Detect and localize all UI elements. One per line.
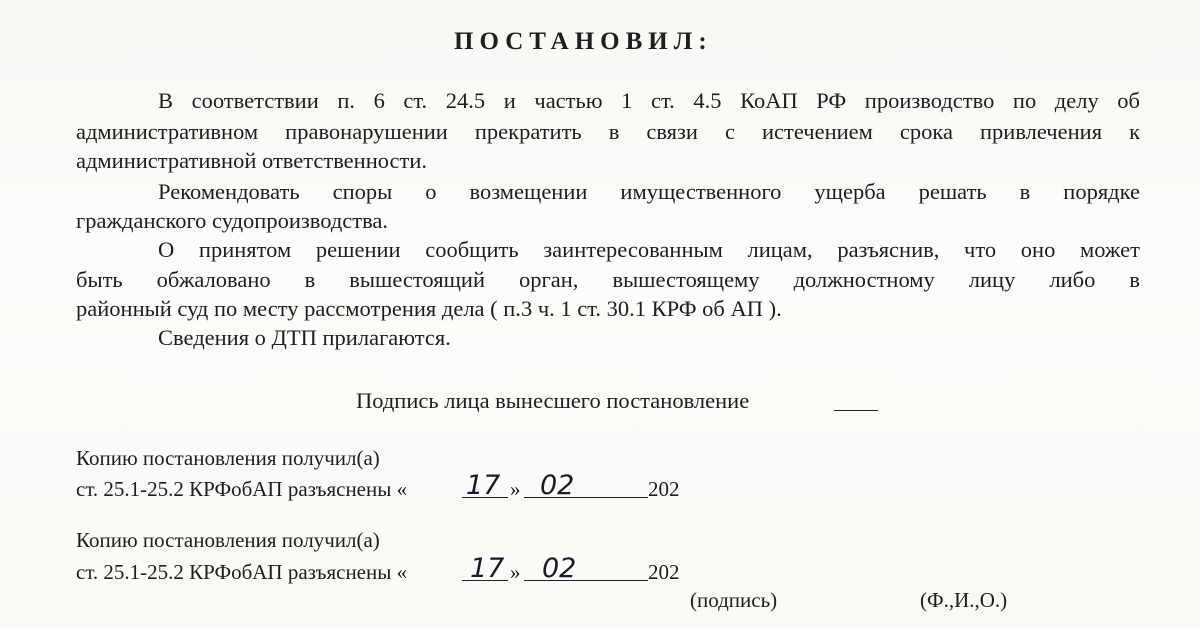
quote-close-2: »: [510, 560, 521, 584]
paragraph-1-line-2: административном правонарушении прекратить в связи с истечением срока привлечения к: [76, 119, 1140, 144]
full-name-caption: (Ф.,И.,О.): [920, 588, 1008, 612]
copy-received-line-2: Копию постановления получил(а): [76, 528, 380, 552]
paragraph-3-line-3: районный суд по месту рассмотрения дела ( п.3 ч. 1 ст. 30.1 КРФ об АП ).: [76, 296, 782, 321]
signature-caption: (подпись): [690, 588, 778, 612]
paragraph-3-line-1: О принятом решении сообщить заинтересованным лицам, разъяснив, что оно может: [158, 237, 1140, 262]
handwritten-day-1: 17: [466, 470, 501, 501]
handwritten-month-1: 02: [540, 470, 575, 501]
paragraph-1-line-3: административной ответственности.: [76, 148, 428, 173]
signature-blank: [834, 410, 878, 411]
month-blank-1: [524, 497, 648, 498]
paragraph-4: Сведения о ДТП прилагаются.: [158, 325, 451, 350]
quote-close-1: »: [510, 477, 521, 501]
paragraph-3-line-2: быть обжаловано в вышестоящий орган, вышестоящему должностному лицу либо в: [76, 267, 1140, 292]
paragraph-2-line-1: Рекомендовать споры о возмещении имущественного ущерба решать в порядке: [158, 179, 1140, 204]
day-blank-2: [462, 580, 508, 581]
year-prefix-2: 202: [648, 560, 680, 584]
document-heading: ПОСТАНОВИЛ:: [454, 28, 713, 55]
paragraph-2-line-2: гражданского судопроизводства.: [76, 208, 389, 233]
paragraph-1-line-1: В соответствии п. 6 ст. 24.5 и частью 1 ст. 4.5 КоАП РФ производство по делу об: [158, 88, 1140, 113]
year-prefix-1: 202: [648, 477, 680, 501]
copy-explained-prefix-1: ст. 25.1-25.2 КРФобАП разъяснены «: [76, 477, 408, 501]
day-blank-1: [462, 497, 508, 498]
signature-label: Подпись лица вынесшего постановление: [356, 388, 750, 413]
copy-explained-prefix-2: ст. 25.1-25.2 КРФобАП разъяснены «: [76, 560, 408, 584]
handwritten-day-2: 17: [470, 553, 505, 584]
handwritten-month-2: 02: [542, 553, 577, 584]
copy-received-line-1: Копию постановления получил(а): [76, 446, 380, 470]
month-blank-2: [524, 580, 648, 581]
